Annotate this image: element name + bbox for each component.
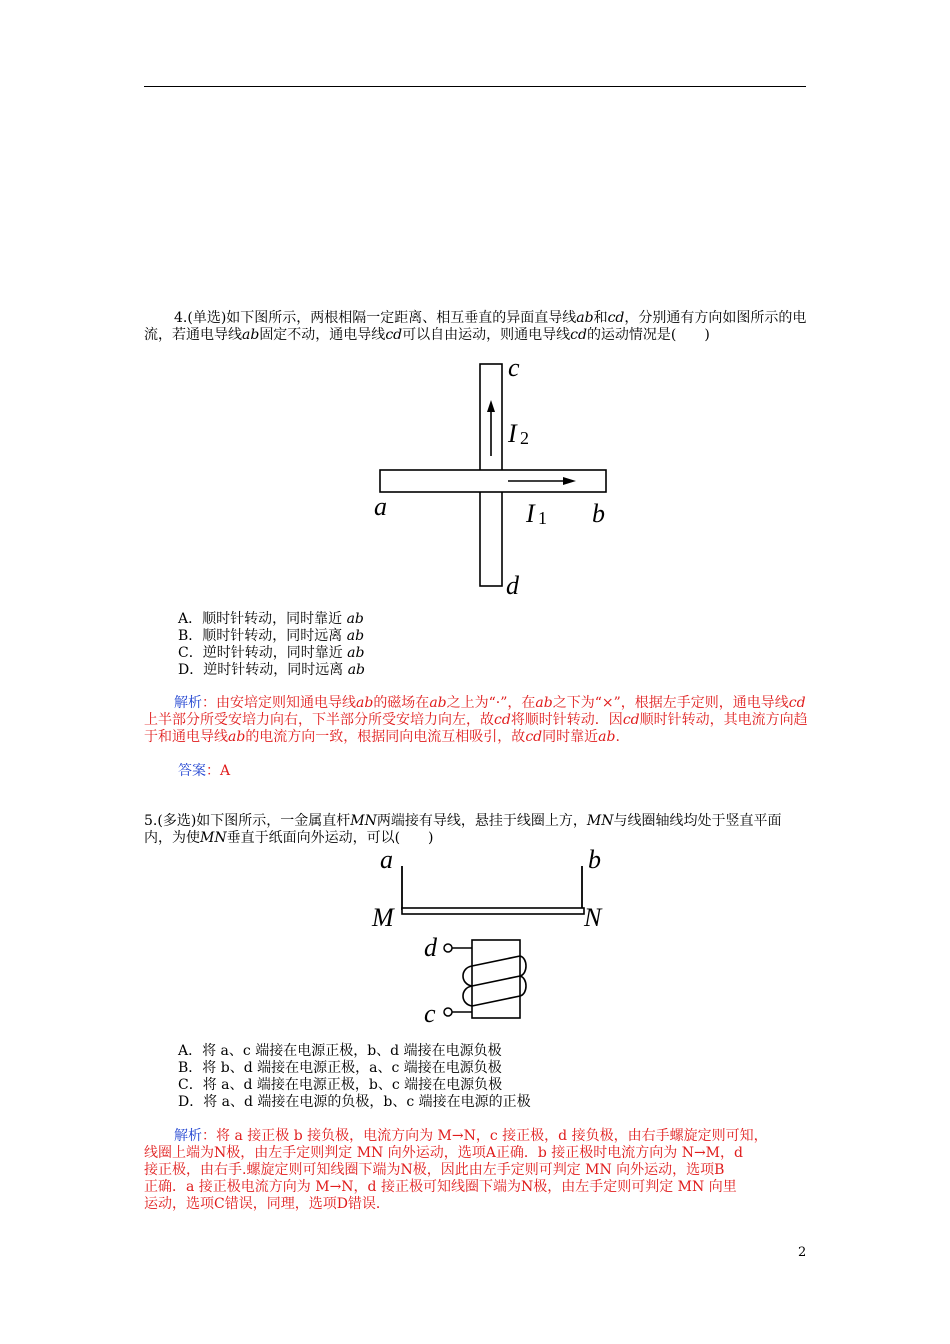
- page-number: 2: [798, 1245, 807, 1260]
- label-b: b: [592, 499, 605, 528]
- coil-loops-left: [463, 966, 472, 1006]
- label-d: d: [506, 571, 519, 600]
- q4-option-c: C．逆时针转动，同时靠近 ab: [178, 645, 365, 661]
- q4-answer: 答案：A: [178, 763, 231, 779]
- q4-option-a: A．顺时针转动，同时靠近 ab: [178, 611, 364, 627]
- coil-body: [472, 940, 520, 1018]
- q4-analysis: 解析：由安培定则知通电导线ab的磁场在ab之上为“·”，在ab之下为“×”，根据左手定则，通电导线cd上半部分所受安培力向右，下半部分所受安培力向左，故cd将顺时针转动．因cd顺时针转动，其电流方向趋于和通电导线ab的电流方向一致，根据同向电流互相吸引，故cd同时靠近ab.: [144, 695, 808, 745]
- label-a: a: [374, 492, 387, 521]
- q5-analysis-line: 接正极，由右手.螺旋定则可知线圈下端为N极，因此由左手定则可判定 MN 向外运动，选项B: [144, 1162, 725, 1178]
- header-rule: [144, 86, 806, 87]
- q4-option-b: B．顺时针转动，同时远离 ab: [178, 628, 365, 644]
- metal-rod-mn: [402, 908, 584, 914]
- label-i1-sub: 1: [538, 508, 547, 528]
- coil-loops-right: [520, 956, 526, 996]
- label-a: a: [380, 845, 393, 874]
- label-i1: I: [526, 499, 535, 528]
- q5-option-b: B．将 b、d 端接在电源正极，a、c 端接在电源负极: [178, 1060, 502, 1076]
- q5-analysis-line: 运动，选项C错误，同理，选项D错误．: [144, 1196, 390, 1212]
- label-i2: I: [508, 419, 517, 448]
- q5-stem: 5.(多选)如下图所示，一金属直杆MN两端接有导线，悬挂于线圈上方，MN与线圈轴线均处于竖直平面内，为使MN垂直于纸面向外运动，可以( ): [144, 813, 782, 846]
- label-i2-sub: 2: [520, 428, 529, 448]
- q5-analysis-line: 线圈上端为N极，由左手定则判定 MN 向外运动，选项A正确．b 接正极时电流方向为 N→M，d: [144, 1145, 743, 1161]
- q5-option-a: A．将 a、c 端接在电源正极，b、d 端接在电源负极: [178, 1043, 502, 1059]
- label-c: c: [424, 999, 436, 1028]
- label-d: d: [424, 933, 437, 962]
- q5-figure: [360, 842, 620, 1032]
- label-m: M: [372, 903, 394, 932]
- q5-option-c: C．将 a、d 端接在电源正极，b、c 端接在电源负极: [178, 1077, 503, 1093]
- terminal-c-icon: [444, 1008, 452, 1016]
- q4-figure: [360, 350, 630, 600]
- terminal-d-icon: [444, 944, 452, 952]
- q4-stem: 4.(单选)如下图所示，两根相隔一定距离、相互垂直的异面直导线ab和cd，分别通有方向如图所示的电流，若通电导线ab固定不动，通电导线cd可以自由运动，则通电导线cd的运动情况是( ): [144, 310, 807, 343]
- label-b: b: [588, 845, 601, 874]
- q4-option-d: D．逆时针转动，同时远离 ab: [178, 662, 365, 678]
- label-c: c: [508, 353, 520, 382]
- q5-analysis-line: 解析：将 a 接正极 b 接负极，电流方向为 M→N，c 接正极，d 接负极，由右手螺旋定则可知，: [174, 1128, 768, 1144]
- q5-analysis: [144, 1128, 808, 1213]
- label-n: N: [584, 903, 602, 932]
- q5-option-d: D．将 a、d 端接在电源的负极，b、c 端接在电源的正极: [178, 1094, 531, 1110]
- q5-analysis-line: 正确．a 接正极电流方向为 M→N，d 接正极可知线圈下端为N极，由左手定则可判定 MN 向里: [144, 1179, 737, 1195]
